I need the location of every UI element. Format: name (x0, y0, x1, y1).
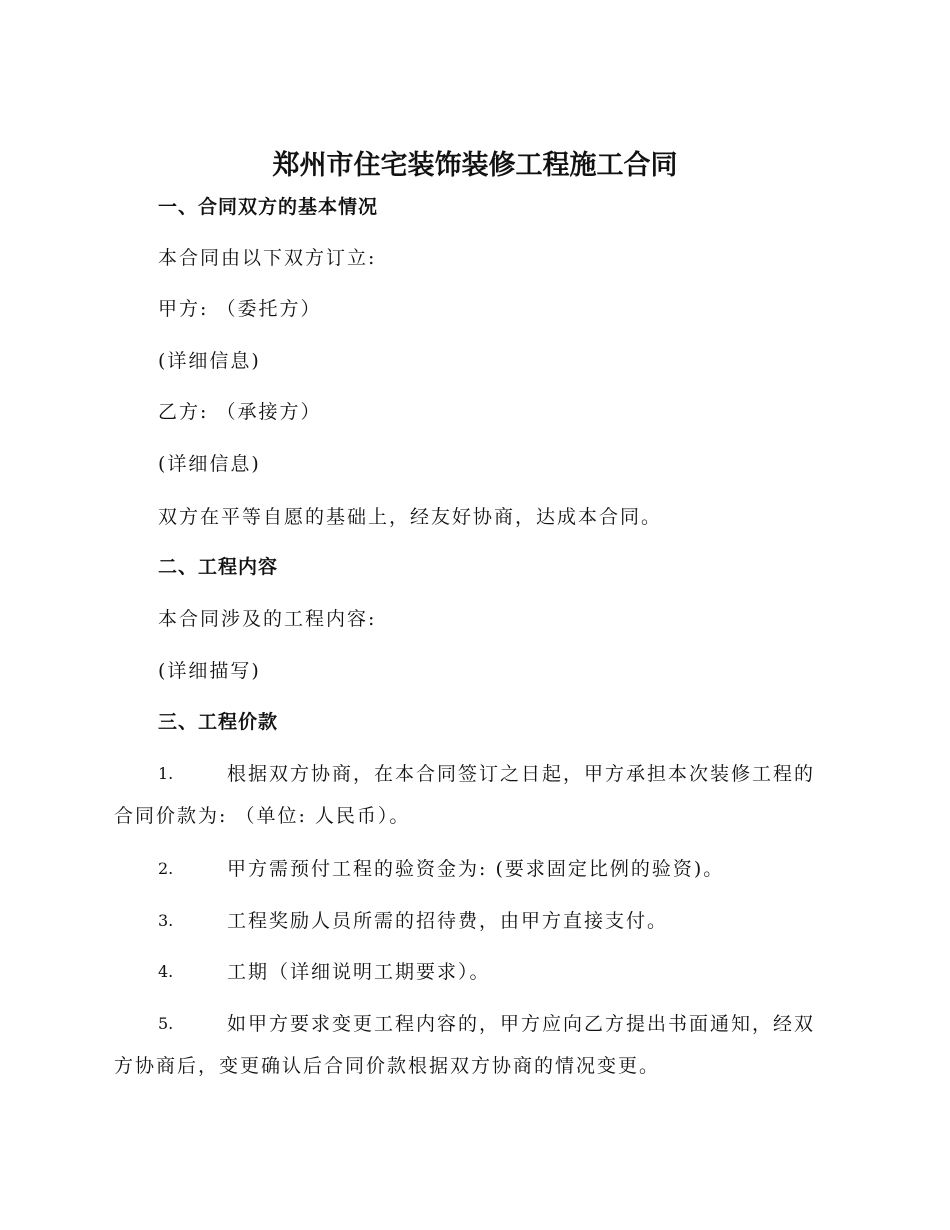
document-title: 郑州市住宅装饰装修工程施工合同 (272, 150, 678, 181)
party-a-details: (详细信息) (158, 350, 261, 372)
section-heading-2: 二、工程内容 (158, 556, 279, 578)
party-b-details: (详细信息) (158, 453, 261, 475)
list-item-text: 工程奖励人员所需的招待费，由甲方直接支付。 (227, 910, 669, 932)
list-item-number: 5. (158, 1014, 174, 1033)
paragraph: 本合同由以下双方订立: (158, 247, 377, 269)
paragraph: 本合同涉及的工程内容: (158, 608, 377, 630)
section-heading-3: 三、工程价款 (158, 711, 279, 733)
list-item-number: 3. (158, 911, 174, 930)
section-heading-1: 一、合同双方的基本情况 (158, 196, 379, 218)
paragraph: (详细描写) (158, 660, 261, 682)
party-a-label: 甲方: （委托方） (158, 298, 322, 320)
list-item-number: 2. (158, 859, 174, 878)
list-item-text-continued: 方协商后，变更确认后合同价款根据双方协商的情况变更。 (114, 1055, 661, 1077)
list-item-text: 如甲方要求变更工程内容的，甲方应向乙方提出书面通知，经双 (227, 1013, 816, 1035)
list-item-number: 4. (158, 962, 174, 981)
list-item-text: 工期（详细说明工期要求）。 (227, 961, 491, 983)
list-item-text: 甲方需预付工程的验资金为: (要求固定比例的验资)。 (227, 858, 725, 880)
party-b-label: 乙方: （承接方） (158, 401, 322, 423)
list-item-number: 1. (158, 764, 174, 783)
list-item-text: 根据双方协商，在本合同签订之日起，甲方承担本次装修工程的 (227, 763, 816, 785)
list-item-text-continued: 合同价款为: （单位: 人民币）。 (114, 805, 411, 827)
paragraph: 双方在平等自愿的基础上，经友好协商，达成本合同。 (158, 506, 663, 528)
